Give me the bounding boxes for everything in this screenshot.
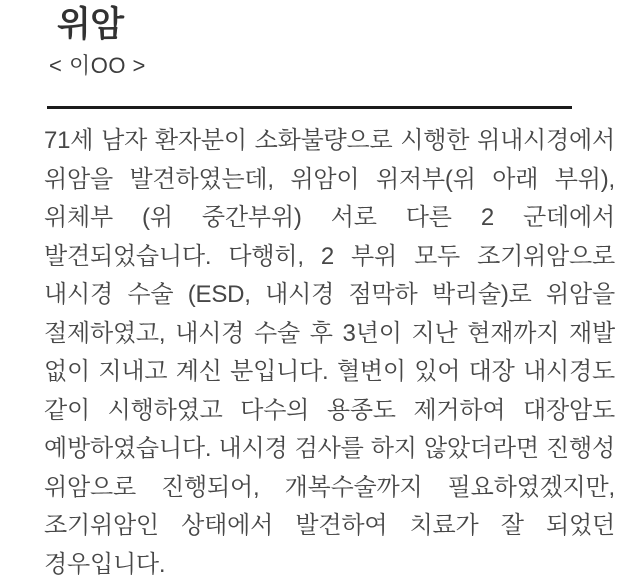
page-title: 위암 [57,5,124,44]
divider-rule [47,106,572,109]
case-description-paragraph: 71세 남자 환자분이 소화불량으로 시행한 위내시경에서 위암을 발견하였는데, 위암이 위저부(위 아래 부위), 위체부 (위 중간부위) 서로 다른 2 군데에서 발견되었습니다. 다행히, 2 부위 모두 조기위암으로 내시경 수술 (ESD, 내시경 점막하 박리술)로 위암을 절제하였고, 내시경 수술 후 3년이 지난 현재까지 재발 없이 지내고 계신 분입니다. 혈변이 있어 대장 내시경도 같이 시행하였고 다수의 용종도 제거하여 대장암도 예방하였습니다. 내시경 검사를 하지 않았더라면 진행성 위암으로 진행되어, 개복수술까지 필요하였겠지만, 조기위암인 상태에서 발견하여 치료가 잘 되었던 경우입니다. [44,127,615,578]
patient-name-label: < 이OO > [49,53,146,78]
